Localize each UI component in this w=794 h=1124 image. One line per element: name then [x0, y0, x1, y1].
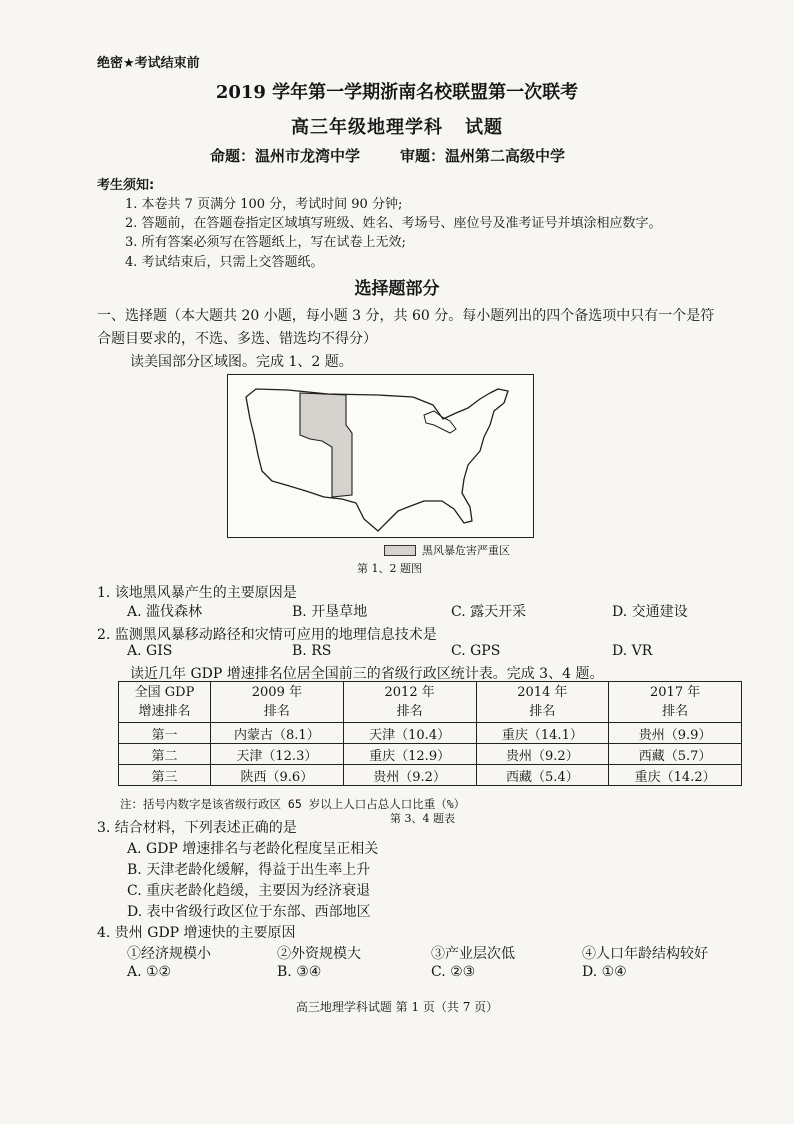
subject-name: 高三年级地理学科: [291, 117, 443, 138]
table-cell: 贵州（9.2）: [343, 765, 476, 786]
table-header-cell: 2012 年 排名: [343, 682, 476, 723]
q4-option-c: C. ②③: [431, 964, 476, 980]
table-cell: 西藏（5.7）: [609, 744, 742, 765]
notice-item: 2. 答题前，在答题卷指定区域填写班级、姓名、考场号、座位号及准考证号并填涂相应数字。: [125, 216, 662, 231]
table-caption: 第 3、4 题表: [390, 812, 455, 825]
q4-choice-4: ④人口年龄结构较好: [582, 946, 708, 962]
q3-option-b: B. 天津老龄化缓解，得益于出生率上升: [127, 862, 371, 878]
q3-option-c: C. 重庆老龄化趋缓，主要因为经济衰退: [127, 883, 371, 899]
q4-option-b: B. ③④: [277, 964, 322, 980]
table-row: [119, 765, 742, 786]
table-cell: 第一: [119, 723, 211, 744]
q4-option-a: A. ①②: [127, 964, 172, 980]
q4-choice-1: ①经济规模小: [127, 946, 211, 962]
table-header-row: [119, 682, 742, 723]
q3-option-a: A. GDP 增速排名与老龄化程度呈正相关: [127, 841, 379, 857]
table-intro: 读近几年 GDP 增速排名位居全国前三的省级行政区统计表。完成 3、4 题。: [130, 666, 604, 682]
notice-item: 3. 所有答案必须写在答题纸上，写在试卷上无效;: [125, 235, 406, 250]
exam-title: 2019 学年第一学期浙南名校联盟第一次联考: [215, 82, 579, 103]
table-cell: 贵州（9.2）: [476, 744, 609, 765]
table-header-cell: 2014 年 排名: [476, 682, 609, 723]
table-cell: 第三: [119, 765, 211, 786]
q2-option-a: A. GIS: [127, 643, 173, 659]
gdp-table: [118, 681, 742, 786]
authors-line: [210, 145, 565, 166]
map-intro: 读美国部分区域图。完成 1、2 题。: [130, 354, 353, 370]
q1-option-c: C. 露天开采: [451, 604, 527, 620]
table-cell: 天津（12.3）: [211, 744, 344, 765]
table-cell: 西藏（5.4）: [476, 765, 609, 786]
table-row: [119, 723, 742, 744]
q4-option-d: D. ①④: [582, 964, 627, 980]
table-note: 注：括号内数字是该省级行政区 65 岁以上人口占总人口比重（%）: [120, 797, 466, 811]
section-instruction: 一、选择题（本大题共 20 小题，每小题 3 分，共 60 分。每小题列出的四个备选项中只有一个是符: [97, 308, 715, 324]
page-footer: 高三地理学科试题 第 1 页（共 7 页）: [295, 1000, 499, 1014]
table-cell: 贵州（9.9）: [609, 723, 742, 744]
table-header-cell: 全国 GDP 增速排名: [119, 682, 211, 723]
table-header-cell: 2009 年 排名: [211, 682, 344, 723]
map-caption: 第 1、2 题图: [357, 562, 422, 575]
paper-label: 试题: [465, 117, 503, 138]
table-cell: 陕西（9.6）: [211, 765, 344, 786]
question-3-stem: 3. 结合材料，下列表述正确的是: [97, 820, 297, 836]
subject-title: [0, 113, 794, 139]
q2-option-d: D. VR: [612, 643, 653, 659]
q1-option-b: B. 开垦草地: [292, 604, 368, 620]
usa-map-figure: [227, 374, 534, 538]
confidential-mark: 绝密★考试结束前: [97, 56, 200, 71]
table-row: [119, 744, 742, 765]
usa-map: [228, 375, 533, 537]
table-cell: 重庆（12.9）: [343, 744, 476, 765]
usa-outline: [246, 389, 508, 531]
q3-option-d: D. 表中省级行政区位于东部、西部地区: [127, 904, 371, 920]
table-header-cell: 2017 年 排名: [609, 682, 742, 723]
q2-option-c: C. GPS: [451, 643, 501, 659]
table-cell: 第二: [119, 744, 211, 765]
reviewer: 审题：温州第二高级中学: [400, 147, 566, 165]
legend-swatch-icon: [384, 545, 416, 556]
section-title: 选择题部分: [354, 279, 440, 299]
question-2-stem: 2. 监测黑风暴移动路径和灾情可应用的地理信息技术是: [97, 627, 437, 643]
q4-choice-2: ②外资规模大: [277, 946, 361, 962]
notice-heading: 考生须知:: [97, 178, 155, 193]
question-4-stem: 4. 贵州 GDP 增速快的主要原因: [97, 925, 296, 941]
notice-item: 1. 本卷共 7 页满分 100 分，考试时间 90 分钟;: [125, 197, 403, 212]
dust-bowl-region: [300, 393, 352, 497]
legend-label: 黑风暴危害严重区: [422, 544, 510, 557]
setter: 命题：温州市龙湾中学: [210, 147, 361, 165]
q2-option-b: B. RS: [292, 643, 332, 659]
q1-option-d: D. 交通建设: [612, 604, 688, 620]
table-cell: 重庆（14.1）: [476, 723, 609, 744]
question-1-stem: 1. 该地黑风暴产生的主要原因是: [97, 585, 297, 601]
q4-choice-3: ③产业层次低: [431, 946, 515, 962]
table-cell: 天津（10.4）: [343, 723, 476, 744]
map-legend: [384, 542, 510, 558]
table-cell: 内蒙古（8.1）: [211, 723, 344, 744]
section-instruction-cont: 合题目要求的，不选、多选、错选均不得分）: [97, 331, 377, 347]
q1-option-a: A. 滥伐森林: [127, 604, 203, 620]
notice-item: 4. 考试结束后，只需上交答题纸。: [125, 255, 324, 270]
table-cell: 重庆（14.2）: [609, 765, 742, 786]
